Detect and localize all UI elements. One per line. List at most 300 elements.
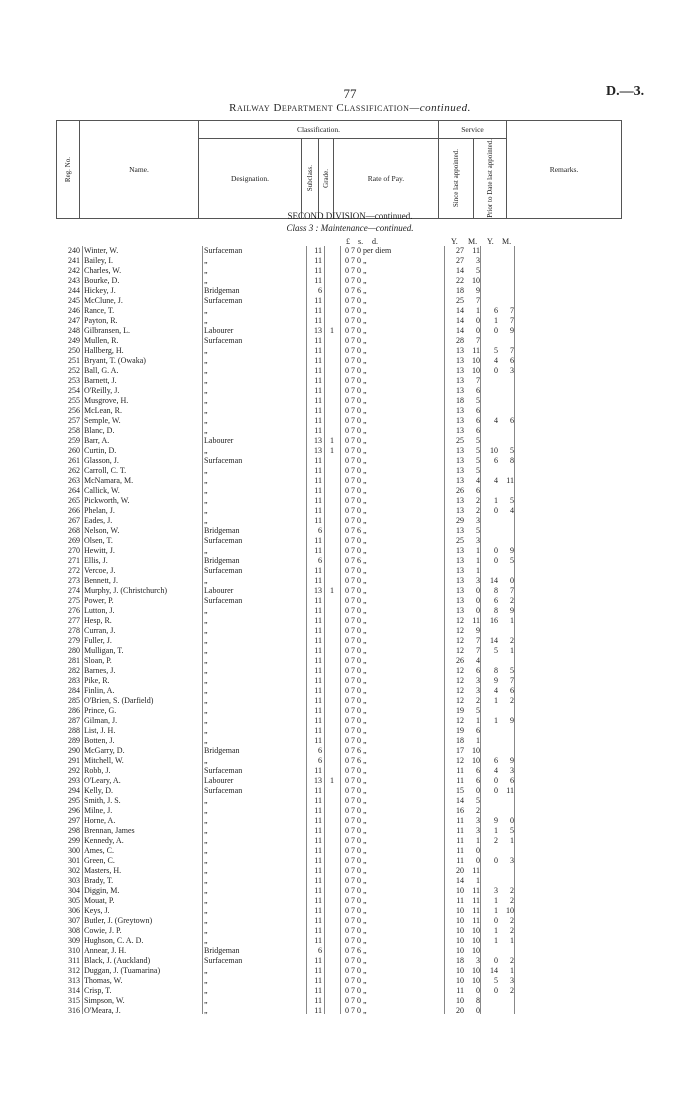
name-cell: Sloan, P.	[84, 656, 112, 665]
since-years-cell: 12	[456, 686, 464, 695]
rate-of-pay-cell: 0 7 0 „	[345, 336, 367, 345]
table-row	[0, 386, 700, 396]
subclass-cell: 11	[314, 1006, 322, 1015]
name-cell: McNamara, M.	[84, 476, 134, 485]
since-years-cell: 12	[456, 646, 464, 655]
subclass-cell: 11	[314, 796, 322, 805]
reg-no-cell: 287	[68, 716, 80, 725]
name-cell: Kennedy, A.	[84, 836, 124, 845]
subclass-cell: 11	[314, 546, 322, 555]
subclass-cell: 11	[314, 456, 322, 465]
rate-of-pay-cell: 0 7 0 „	[345, 576, 367, 585]
subclass-cell: 11	[314, 926, 322, 935]
rate-of-pay-cell: 0 7 0 „	[345, 626, 367, 635]
prior-years-cell: 4	[494, 476, 498, 485]
designation-cell: „	[204, 836, 208, 845]
designation-cell: Surfaceman	[204, 456, 243, 465]
since-months-cell: 6	[476, 426, 480, 435]
since-years-cell: 13	[456, 466, 464, 475]
rate-of-pay-cell: 0 7 0 „	[345, 416, 367, 425]
designation-cell: „	[204, 916, 208, 925]
reg-no-cell: 272	[68, 566, 80, 575]
subclass-cell: 6	[318, 946, 322, 955]
rate-of-pay-cell: 0 7 0 „	[345, 726, 367, 735]
since-years-cell: 11	[456, 856, 464, 865]
subclass-cell: 11	[314, 826, 322, 835]
rate-of-pay-cell: 0 7 0 „	[345, 496, 367, 505]
reg-no-cell: 250	[68, 346, 80, 355]
table-row	[0, 556, 700, 566]
prior-years-cell: 4	[494, 356, 498, 365]
name-cell: Hesp, R.	[84, 616, 112, 625]
since-years-cell: 11	[456, 986, 464, 995]
subclass-cell: 11	[314, 686, 322, 695]
table-row	[0, 526, 700, 536]
since-months-cell: 5	[476, 446, 480, 455]
name-cell: Butler, J. (Greytown)	[84, 916, 153, 925]
reg-no-cell: 285	[68, 696, 80, 705]
name-cell: Gilbransen, L.	[84, 326, 130, 335]
designation-cell: „	[204, 966, 208, 975]
subclass-cell: 11	[314, 566, 322, 575]
table-row	[0, 286, 700, 296]
since-years-cell: 13	[456, 406, 464, 415]
subclass-cell: 11	[314, 786, 322, 795]
designation-cell: „	[204, 866, 208, 875]
since-years-cell: 13	[456, 586, 464, 595]
prior-years-cell: 14	[490, 966, 498, 975]
reg-no-cell: 299	[68, 836, 80, 845]
subclass-cell: 13	[314, 446, 322, 455]
since-months-cell: 0	[476, 786, 480, 795]
reg-no-cell: 255	[68, 396, 80, 405]
since-months-cell: 6	[476, 416, 480, 425]
prior-months-cell: 5	[510, 496, 514, 505]
unit-prior-years: Y.	[487, 237, 494, 246]
grade-cell: 1	[330, 326, 334, 335]
prior-years-cell: 8	[494, 586, 498, 595]
designation-cell: „	[204, 686, 208, 695]
name-cell: Glasson, J.	[84, 456, 119, 465]
prior-months-cell: 2	[510, 956, 514, 965]
section-heading: SECOND DIVISION—continued.	[287, 211, 413, 221]
since-years-cell: 20	[456, 1006, 464, 1015]
reg-no-cell: 264	[68, 486, 80, 495]
since-years-cell: 14	[456, 316, 464, 325]
name-cell: Mitchell, W.	[84, 756, 124, 765]
reg-no-cell: 309	[68, 936, 80, 945]
rate-of-pay-cell: 0 7 0 „	[345, 956, 367, 965]
since-years-cell: 13	[456, 476, 464, 485]
name-cell: Curran, J.	[84, 626, 116, 635]
name-cell: O'Brien, S. (Darfield)	[84, 696, 154, 705]
reg-no-cell: 293	[68, 776, 80, 785]
name-cell: Murphy, J. (Christchurch)	[84, 586, 168, 595]
rate-of-pay-cell: 0 7 0 „	[345, 376, 367, 385]
prior-years-cell: 6	[494, 756, 498, 765]
since-years-cell: 11	[456, 896, 464, 905]
designation-cell: „	[204, 486, 208, 495]
name-cell: McClune, J.	[84, 296, 123, 305]
rate-of-pay-cell: 0 7 0 „	[345, 366, 367, 375]
rate-of-pay-cell: 0 7 6 „	[345, 746, 367, 755]
header-designation: Designation.	[199, 139, 302, 219]
since-years-cell: 13	[456, 356, 464, 365]
name-cell: Black, J. (Auckland)	[84, 956, 151, 965]
since-months-cell: 2	[476, 506, 480, 515]
since-years-cell: 13	[456, 546, 464, 555]
since-months-cell: 0	[476, 326, 480, 335]
since-months-cell: 1	[476, 836, 480, 845]
table-row	[0, 706, 700, 716]
since-months-cell: 11	[472, 346, 480, 355]
table-row	[0, 446, 700, 456]
rate-of-pay-cell: 0 7 0 „	[345, 966, 367, 975]
rate-of-pay-cell: 0 7 0 „	[345, 976, 367, 985]
since-years-cell: 11	[456, 846, 464, 855]
prior-years-cell: 6	[494, 596, 498, 605]
since-months-cell: 3	[476, 256, 480, 265]
rate-of-pay-cell: 0 7 0 „	[345, 506, 367, 515]
since-months-cell: 3	[476, 816, 480, 825]
designation-cell: Bridgeman	[204, 746, 240, 755]
subclass-cell: 11	[314, 366, 322, 375]
prior-months-cell: 2	[510, 986, 514, 995]
rate-of-pay-cell: 0 7 0 „	[345, 276, 367, 285]
subclass-cell: 11	[314, 346, 322, 355]
since-months-cell: 3	[476, 826, 480, 835]
rate-of-pay-cell: 0 7 0 „	[345, 256, 367, 265]
table-row	[0, 516, 700, 526]
since-months-cell: 6	[476, 406, 480, 415]
designation-cell: Labourer	[204, 436, 234, 445]
title-main: Railway Department Classification	[229, 102, 410, 114]
since-months-cell: 5	[476, 266, 480, 275]
grade-cell: 1	[330, 776, 334, 785]
rate-of-pay-cell: 0 7 0 „	[345, 806, 367, 815]
reg-no-cell: 240	[68, 246, 80, 255]
reg-no-cell: 268	[68, 526, 80, 535]
subclass-cell: 11	[314, 476, 322, 485]
designation-cell: „	[204, 816, 208, 825]
rate-of-pay-cell: 0 7 6 „	[345, 756, 367, 765]
name-cell: Charles, W.	[84, 266, 122, 275]
prior-years-cell: 0	[494, 956, 498, 965]
name-cell: Masters, H.	[84, 866, 122, 875]
since-years-cell: 19	[456, 726, 464, 735]
table-row	[0, 336, 700, 346]
reg-no-cell: 261	[68, 456, 80, 465]
since-years-cell: 13	[456, 606, 464, 615]
table-row	[0, 316, 700, 326]
rate-of-pay-cell: 0 7 0 „	[345, 696, 367, 705]
reg-no-cell: 279	[68, 636, 80, 645]
designation-cell: „	[204, 806, 208, 815]
table-row	[0, 996, 700, 1006]
header-classification: Classification.	[199, 121, 439, 139]
reg-no-cell: 270	[68, 546, 80, 555]
since-years-cell: 18	[456, 286, 464, 295]
designation-cell: „	[204, 976, 208, 985]
since-months-cell: 11	[472, 866, 480, 875]
rate-of-pay-cell: 0 7 0 „	[345, 466, 367, 475]
rate-of-pay-cell: 0 7 0 „	[345, 306, 367, 315]
reg-no-cell: 297	[68, 816, 80, 825]
since-months-cell: 10	[472, 946, 480, 955]
prior-years-cell: 1	[494, 936, 498, 945]
rate-of-pay-cell: 0 7 0 „	[345, 356, 367, 365]
prior-years-cell: 14	[490, 576, 498, 585]
prior-years-cell: 5	[494, 346, 498, 355]
since-months-cell: 0	[476, 856, 480, 865]
reg-no-cell: 282	[68, 666, 80, 675]
prior-years-cell: 1	[494, 716, 498, 725]
prior-years-cell: 0	[494, 556, 498, 565]
rate-of-pay-cell: 0 7 0 „	[345, 776, 367, 785]
reg-no-cell: 266	[68, 506, 80, 515]
name-cell: Cowie, J. P.	[84, 926, 122, 935]
rate-of-pay-cell: 0 7 0 „	[345, 916, 367, 925]
since-months-cell: 6	[476, 386, 480, 395]
since-years-cell: 11	[456, 766, 464, 775]
designation-cell: „	[204, 876, 208, 885]
prior-months-cell: 5	[510, 826, 514, 835]
since-months-cell: 1	[476, 306, 480, 315]
since-years-cell: 12	[456, 626, 464, 635]
table-row	[0, 666, 700, 676]
rate-of-pay-cell: 0 7 0 „	[345, 596, 367, 605]
table-row	[0, 496, 700, 506]
name-cell: Duggan, J. (Tuamarina)	[84, 966, 161, 975]
since-months-cell: 5	[476, 466, 480, 475]
subclass-cell: 13	[314, 776, 322, 785]
designation-cell: „	[204, 706, 208, 715]
since-years-cell: 11	[456, 836, 464, 845]
header-name: Name.	[80, 121, 199, 219]
reg-no-cell: 280	[68, 646, 80, 655]
rate-of-pay-cell: 0 7 6 „	[345, 526, 367, 535]
prior-months-cell: 7	[510, 346, 514, 355]
table-row	[0, 1006, 700, 1016]
since-months-cell: 1	[476, 736, 480, 745]
name-cell: Barr, A.	[84, 436, 110, 445]
name-cell: Gilman, J.	[84, 716, 118, 725]
reg-no-cell: 310	[68, 946, 80, 955]
since-years-cell: 27	[456, 256, 464, 265]
name-cell: Green, C.	[84, 856, 115, 865]
since-months-cell: 3	[476, 686, 480, 695]
designation-cell: „	[204, 256, 208, 265]
table-row	[0, 966, 700, 976]
name-cell: Brady, T.	[84, 876, 114, 885]
rate-of-pay-cell: 0 7 0 „	[345, 456, 367, 465]
prior-years-cell: 4	[494, 416, 498, 425]
subclass-cell: 11	[314, 866, 322, 875]
prior-months-cell: 7	[510, 586, 514, 595]
unit-shillings: s.	[358, 237, 364, 246]
prior-months-cell: 11	[506, 476, 514, 485]
since-years-cell: 25	[456, 296, 464, 305]
prior-months-cell: 8	[510, 456, 514, 465]
subclass-cell: 11	[314, 606, 322, 615]
since-months-cell: 4	[476, 476, 480, 485]
rate-of-pay-cell: 0 7 0 „	[345, 826, 367, 835]
designation-cell: Labourer	[204, 776, 234, 785]
table-row	[0, 846, 700, 856]
since-months-cell: 1	[476, 876, 480, 885]
designation-cell: „	[204, 396, 208, 405]
reg-no-cell: 241	[68, 256, 80, 265]
since-years-cell: 18	[456, 956, 464, 965]
prior-months-cell: 6	[510, 776, 514, 785]
since-months-cell: 5	[476, 796, 480, 805]
prior-months-cell: 2	[510, 696, 514, 705]
since-months-cell: 1	[476, 546, 480, 555]
designation-cell: „	[204, 716, 208, 725]
since-months-cell: 1	[476, 716, 480, 725]
since-months-cell: 5	[476, 526, 480, 535]
rate-of-pay-cell: 0 7 0 „	[345, 706, 367, 715]
name-cell: Rance, T.	[84, 306, 115, 315]
prior-months-cell: 0	[510, 576, 514, 585]
since-months-cell: 11	[472, 616, 480, 625]
since-years-cell: 13	[456, 566, 464, 575]
reg-no-cell: 254	[68, 386, 80, 395]
name-cell: Semple, W.	[84, 416, 121, 425]
subclass-cell: 6	[318, 556, 322, 565]
reg-no-cell: 313	[68, 976, 80, 985]
since-months-cell: 5	[476, 456, 480, 465]
since-years-cell: 13	[456, 376, 464, 385]
rate-of-pay-cell: 0 7 0 „	[345, 926, 367, 935]
designation-cell: Surfaceman	[204, 246, 243, 255]
name-cell: Ellis, J.	[84, 556, 108, 565]
name-cell: Ball, G. A.	[84, 366, 119, 375]
unit-pence: d.	[372, 237, 378, 246]
since-years-cell: 13	[456, 576, 464, 585]
designation-cell: „	[204, 376, 208, 385]
table-row	[0, 366, 700, 376]
subclass-cell: 13	[314, 436, 322, 445]
prior-years-cell: 3	[494, 886, 498, 895]
since-years-cell: 10	[456, 906, 464, 915]
table-row	[0, 946, 700, 956]
since-years-cell: 10	[456, 886, 464, 895]
name-cell: Crisp, T.	[84, 986, 112, 995]
designation-cell: „	[204, 636, 208, 645]
subclass-cell: 11	[314, 666, 322, 675]
since-months-cell: 7	[476, 296, 480, 305]
table-row	[0, 816, 700, 826]
reg-no-cell: 246	[68, 306, 80, 315]
subclass-cell: 13	[314, 326, 322, 335]
since-months-cell: 3	[476, 576, 480, 585]
reg-no-cell: 294	[68, 786, 80, 795]
reg-no-cell: 278	[68, 626, 80, 635]
designation-cell: Surfaceman	[204, 956, 243, 965]
subclass-cell: 11	[314, 916, 322, 925]
subclass-cell: 11	[314, 716, 322, 725]
rate-of-pay-cell: 0 7 0 „	[345, 996, 367, 1005]
name-cell: Finlin, A.	[84, 686, 115, 695]
since-years-cell: 12	[456, 666, 464, 675]
designation-cell: Bridgeman	[204, 946, 240, 955]
reg-no-cell: 290	[68, 746, 80, 755]
rate-of-pay-cell: 0 7 0 „	[345, 896, 367, 905]
name-cell: Kelly, D.	[84, 786, 114, 795]
table-row	[0, 986, 700, 996]
subclass-cell: 6	[318, 746, 322, 755]
name-cell: Mouat, P.	[84, 896, 115, 905]
prior-years-cell: 0	[494, 856, 498, 865]
prior-years-cell: 0	[494, 776, 498, 785]
header-reg-no: Reg. No.	[57, 121, 80, 219]
subclass-cell: 11	[314, 616, 322, 625]
designation-cell: Surfaceman	[204, 296, 243, 305]
since-months-cell: 0	[476, 596, 480, 605]
since-months-cell: 10	[472, 976, 480, 985]
table-row	[0, 426, 700, 436]
reg-no-cell: 312	[68, 966, 80, 975]
prior-years-cell: 1	[494, 496, 498, 505]
prior-months-cell: 6	[510, 356, 514, 365]
designation-cell: „	[204, 926, 208, 935]
subclass-cell: 11	[314, 956, 322, 965]
reg-no-cell: 288	[68, 726, 80, 735]
rate-of-pay-cell: 0 7 0 „	[345, 296, 367, 305]
designation-cell: „	[204, 356, 208, 365]
prior-months-cell: 1	[510, 616, 514, 625]
name-cell: O'Reilly, J.	[84, 386, 120, 395]
prior-months-cell: 1	[510, 966, 514, 975]
table-row	[0, 786, 700, 796]
name-cell: Keys, J.	[84, 906, 110, 915]
rate-of-pay-cell: 0 7 0 „	[345, 636, 367, 645]
since-months-cell: 10	[472, 746, 480, 755]
designation-cell: „	[204, 406, 208, 415]
subclass-cell: 11	[314, 496, 322, 505]
since-months-cell: 0	[476, 846, 480, 855]
designation-cell: Surfaceman	[204, 336, 243, 345]
table-row	[0, 246, 700, 256]
designation-cell: „	[204, 886, 208, 895]
table-row	[0, 536, 700, 546]
since-months-cell: 5	[476, 396, 480, 405]
name-cell: Bourke, D.	[84, 276, 120, 285]
subclass-cell: 11	[314, 906, 322, 915]
reg-no-cell: 259	[68, 436, 80, 445]
designation-cell: „	[204, 666, 208, 675]
since-months-cell: 10	[472, 936, 480, 945]
reg-no-cell: 248	[68, 326, 80, 335]
subclass-cell: 6	[318, 286, 322, 295]
since-years-cell: 14	[456, 796, 464, 805]
designation-cell: „	[204, 576, 208, 585]
since-years-cell: 12	[456, 636, 464, 645]
designation-cell: Bridgeman	[204, 526, 240, 535]
rate-of-pay-cell: 0 7 0 „	[345, 676, 367, 685]
designation-cell: „	[204, 426, 208, 435]
since-months-cell: 6	[476, 486, 480, 495]
table-row	[0, 396, 700, 406]
name-cell: McGarry, D.	[84, 746, 125, 755]
table-row	[0, 506, 700, 516]
table-row	[0, 616, 700, 626]
reg-no-cell: 273	[68, 576, 80, 585]
table-row	[0, 776, 700, 786]
subclass-cell: 11	[314, 276, 322, 285]
rate-of-pay-cell: 0 7 6 „	[345, 946, 367, 955]
